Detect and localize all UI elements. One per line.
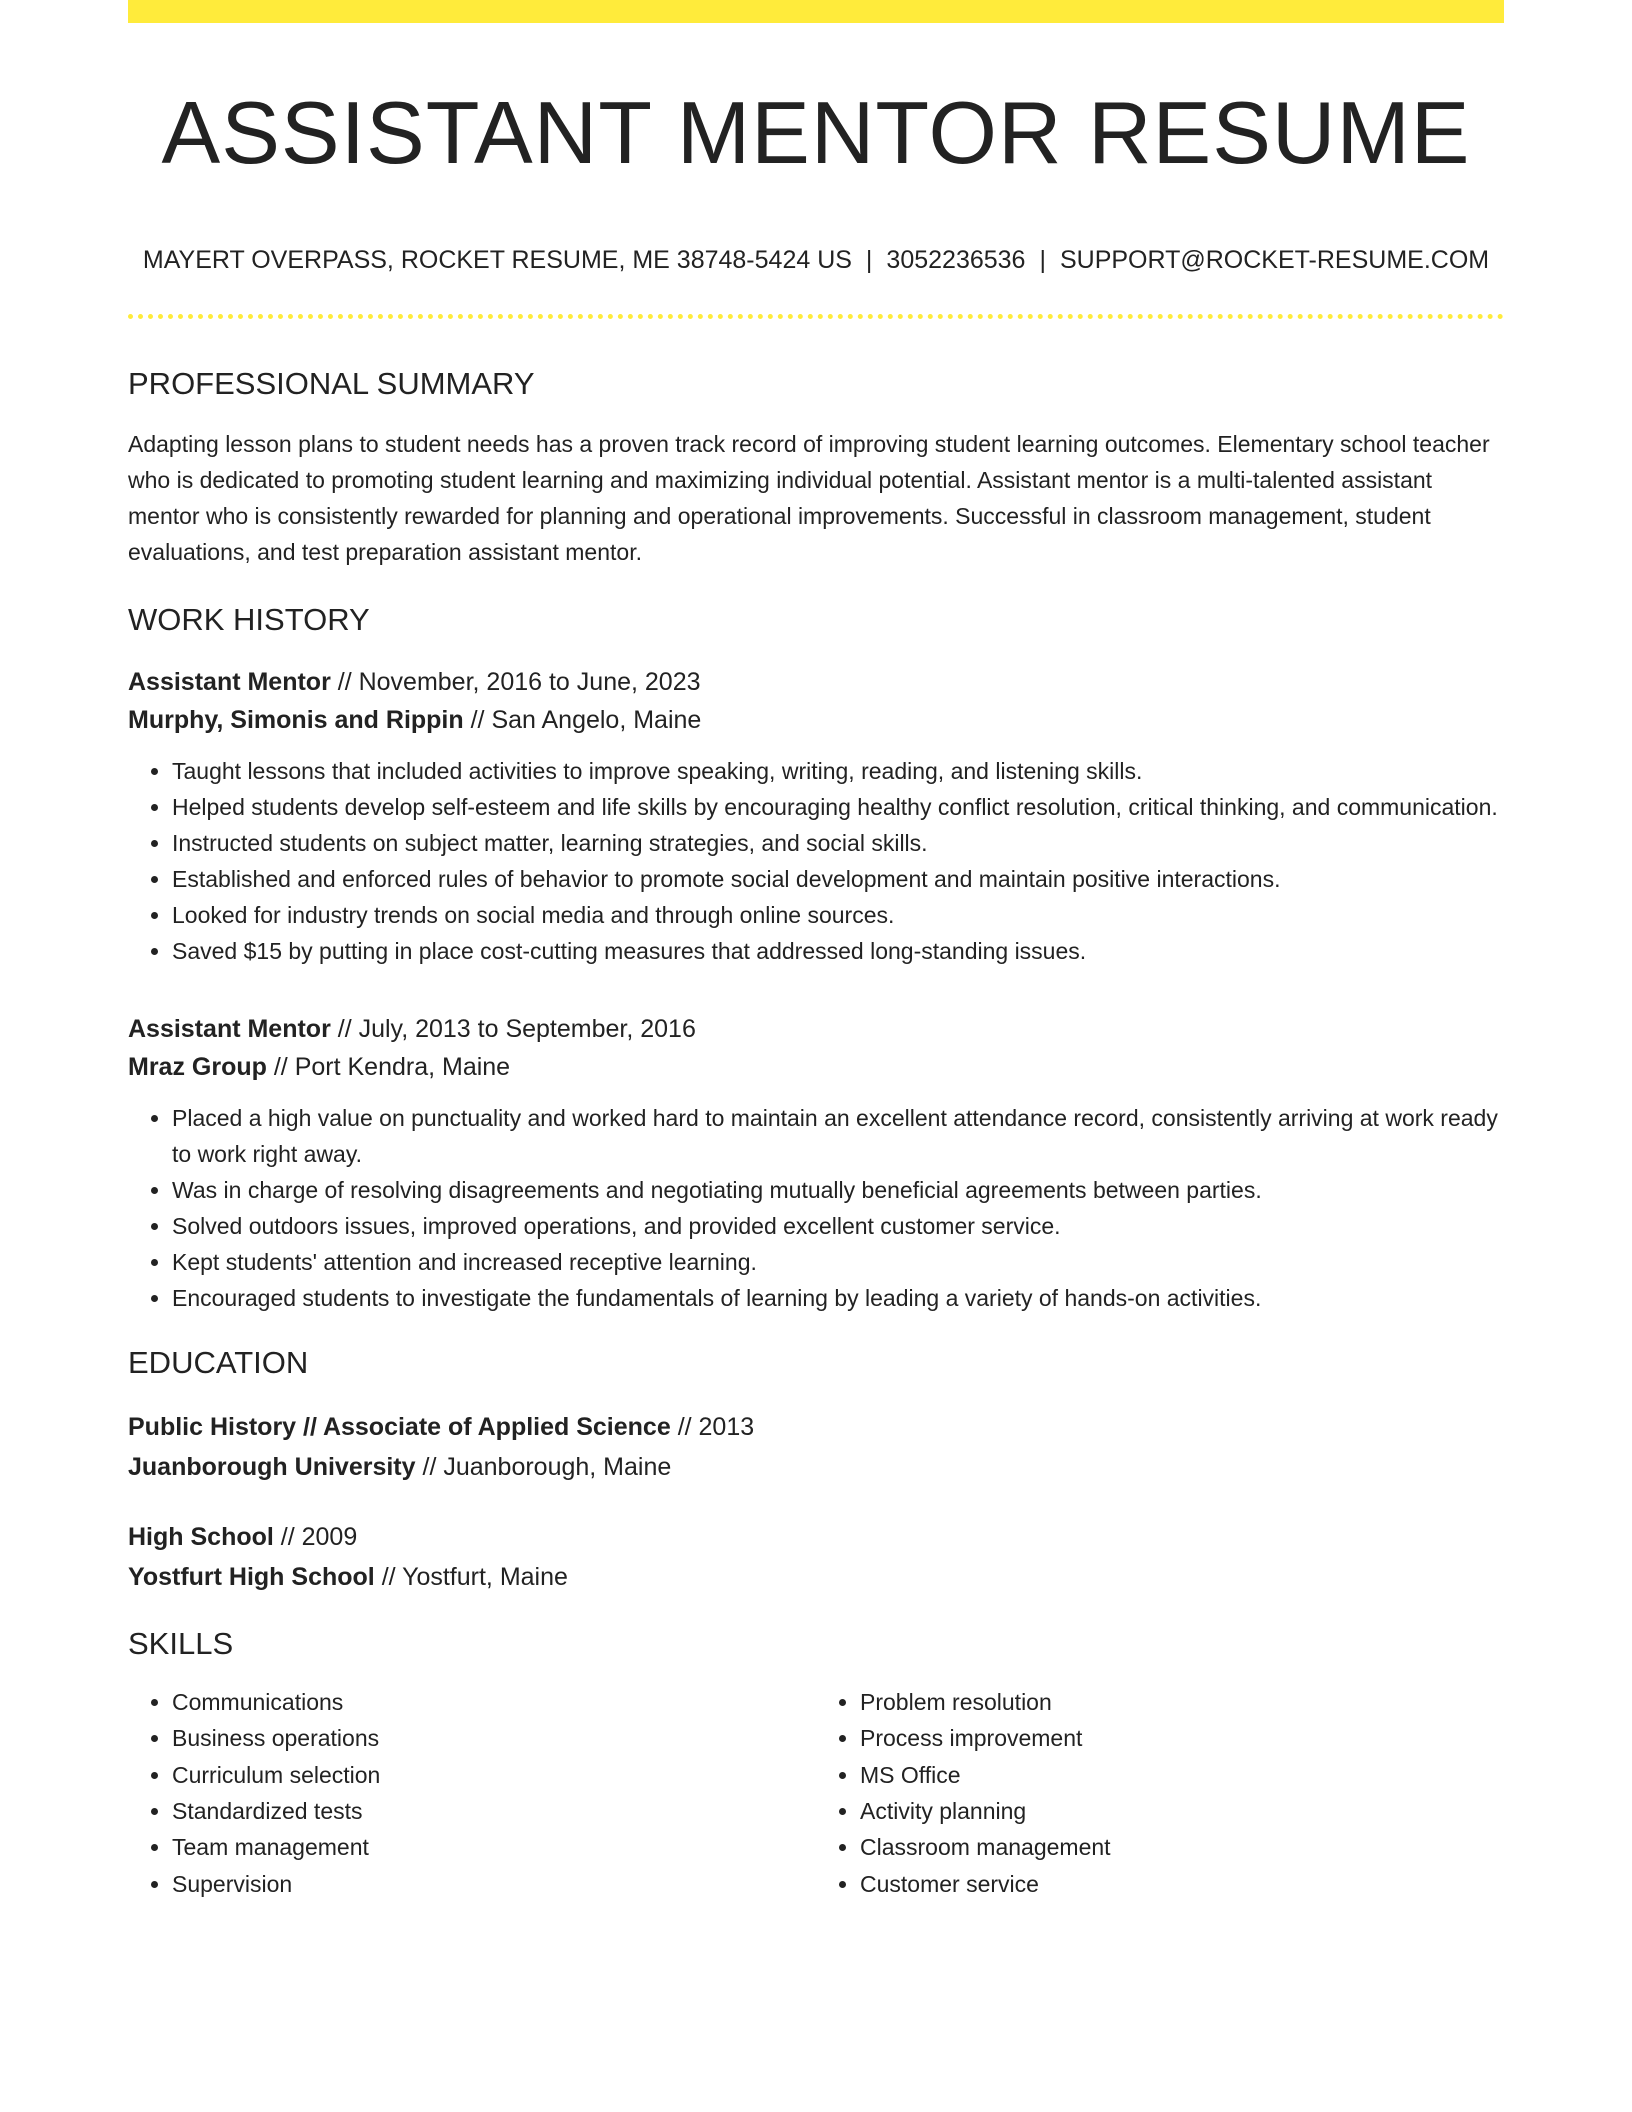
contact-address: MAYERT OVERPASS, ROCKET RESUME, ME 38748-5424 US: [142, 245, 852, 274]
skill-item: • Team management: [172, 1829, 816, 1865]
skills-list-left: [128, 1684, 816, 1902]
education-year: // 2013: [670, 1412, 755, 1441]
job-bullet: • Placed a high value on punctuality and worked hard to maintain an excellent attendance record, consistently arriving at work ready to work right away.: [172, 1100, 1504, 1172]
job-bullet: • Encouraged students to investigate the fundamentals of learning by leading a variety of hands-on activities.: [172, 1280, 1504, 1316]
job-company-line: [128, 701, 1504, 739]
job-bullet-list: [128, 753, 1504, 969]
job-bullet-list: [128, 1100, 1504, 1316]
job-dates: // July, 2013 to September, 2016: [330, 1014, 696, 1043]
contact-line: [128, 244, 1504, 277]
education-degree-line: [128, 1517, 1504, 1557]
skill-item: • MS Office: [860, 1757, 1504, 1793]
job-bullet: • Solved outdoors issues, improved operations, and provided excellent customer service.: [172, 1208, 1504, 1244]
job-title-line: [128, 663, 1504, 701]
job-bullet: • Established and enforced rules of behavior to promote social development and maintain positive interactions.: [172, 861, 1504, 897]
contact-email: SUPPORT@ROCKET-RESUME.COM: [1059, 245, 1490, 274]
education-degree: High School: [128, 1522, 274, 1551]
job-bullet: • Saved $15 by putting in place cost-cutting measures that addressed long-standing issues.: [172, 933, 1504, 969]
resume-page: [128, 0, 1504, 1902]
skill-item: • Curriculum selection: [172, 1757, 816, 1793]
job-bullet: • Kept students' attention and increased receptive learning.: [172, 1244, 1504, 1280]
job-company: Mraz Group: [128, 1052, 267, 1081]
education-degree: Public History // Associate of Applied Science: [128, 1412, 671, 1441]
skill-item: • Customer service: [860, 1866, 1504, 1902]
dotted-divider: [128, 314, 1504, 319]
work-history-heading: WORK HISTORY: [128, 602, 370, 638]
skill-item: • Business operations: [172, 1720, 816, 1756]
job-dates: // November, 2016 to June, 2023: [330, 667, 701, 696]
skills-columns: [128, 1684, 1504, 1902]
education-location: // Yostfurt, Maine: [374, 1562, 568, 1591]
education-entry: [128, 1407, 1504, 1487]
education-location: // Juanborough, Maine: [415, 1452, 672, 1481]
skills-list-right: [816, 1684, 1504, 1902]
contact-phone: 3052236536: [886, 245, 1026, 274]
skill-item: • Supervision: [172, 1866, 816, 1902]
skill-item: • Problem resolution: [860, 1684, 1504, 1720]
resume-title: ASSISTANT MENTOR RESUME: [161, 83, 1471, 182]
education-entry: [128, 1517, 1504, 1597]
accent-top-bar: [128, 0, 1504, 23]
job-title-line: [128, 1010, 1504, 1048]
education-school: Juanborough University: [128, 1452, 416, 1481]
education-school-line: [128, 1557, 1504, 1597]
skill-item: • Communications: [172, 1684, 816, 1720]
skills-heading: SKILLS: [128, 1625, 234, 1661]
job-company-line: [128, 1048, 1504, 1086]
job-entry-header: [128, 1010, 1504, 1086]
skill-item: • Activity planning: [860, 1793, 1504, 1829]
skill-item: • Process improvement: [860, 1720, 1504, 1756]
education-school-line: [128, 1447, 1504, 1487]
job-location: // San Angelo, Maine: [463, 705, 702, 734]
skill-item: • Classroom management: [860, 1829, 1504, 1865]
job-bullet: • Looked for industry trends on social media and through online sources.: [172, 897, 1504, 933]
job-location: // Port Kendra, Maine: [266, 1052, 511, 1081]
education-school: Yostfurt High School: [128, 1562, 375, 1591]
contact-separator: |: [1039, 245, 1046, 274]
skill-item: • Standardized tests: [172, 1793, 816, 1829]
job-entry-header: [128, 663, 1504, 739]
job-bullet: • Taught lessons that included activities to improve speaking, writing, reading, and listening skills.: [172, 753, 1504, 789]
job-title: Assistant Mentor: [128, 1014, 331, 1043]
job-bullet: • Instructed students on subject matter, learning strategies, and social skills.: [172, 825, 1504, 861]
job-company: Murphy, Simonis and Rippin: [128, 705, 464, 734]
contact-separator: |: [865, 245, 873, 274]
education-year: // 2009: [273, 1522, 358, 1551]
summary-heading: PROFESSIONAL SUMMARY: [128, 366, 535, 402]
job-bullet: • Was in charge of resolving disagreements and negotiating mutually beneficial agreements between parties.: [172, 1172, 1504, 1208]
job-bullet: • Helped students develop self-esteem and life skills by encouraging healthy conflict resolution, critical thinking, and communication.: [172, 789, 1504, 825]
education-degree-line: [128, 1407, 1504, 1447]
summary-text: Adapting lesson plans to student needs has a proven track record of improving student learning outcomes. Elementary school teacher who is dedicated to promoting student learning and maximizing individual potential. Assistant mentor is a multi-talented assistant mentor who is consistently rewarded for planning and operational improvements. Successful in classroom management, student evaluations, and test preparation assistant mentor.: [128, 431, 1490, 566]
education-heading: EDUCATION: [128, 1344, 309, 1380]
job-title: Assistant Mentor: [128, 667, 331, 696]
